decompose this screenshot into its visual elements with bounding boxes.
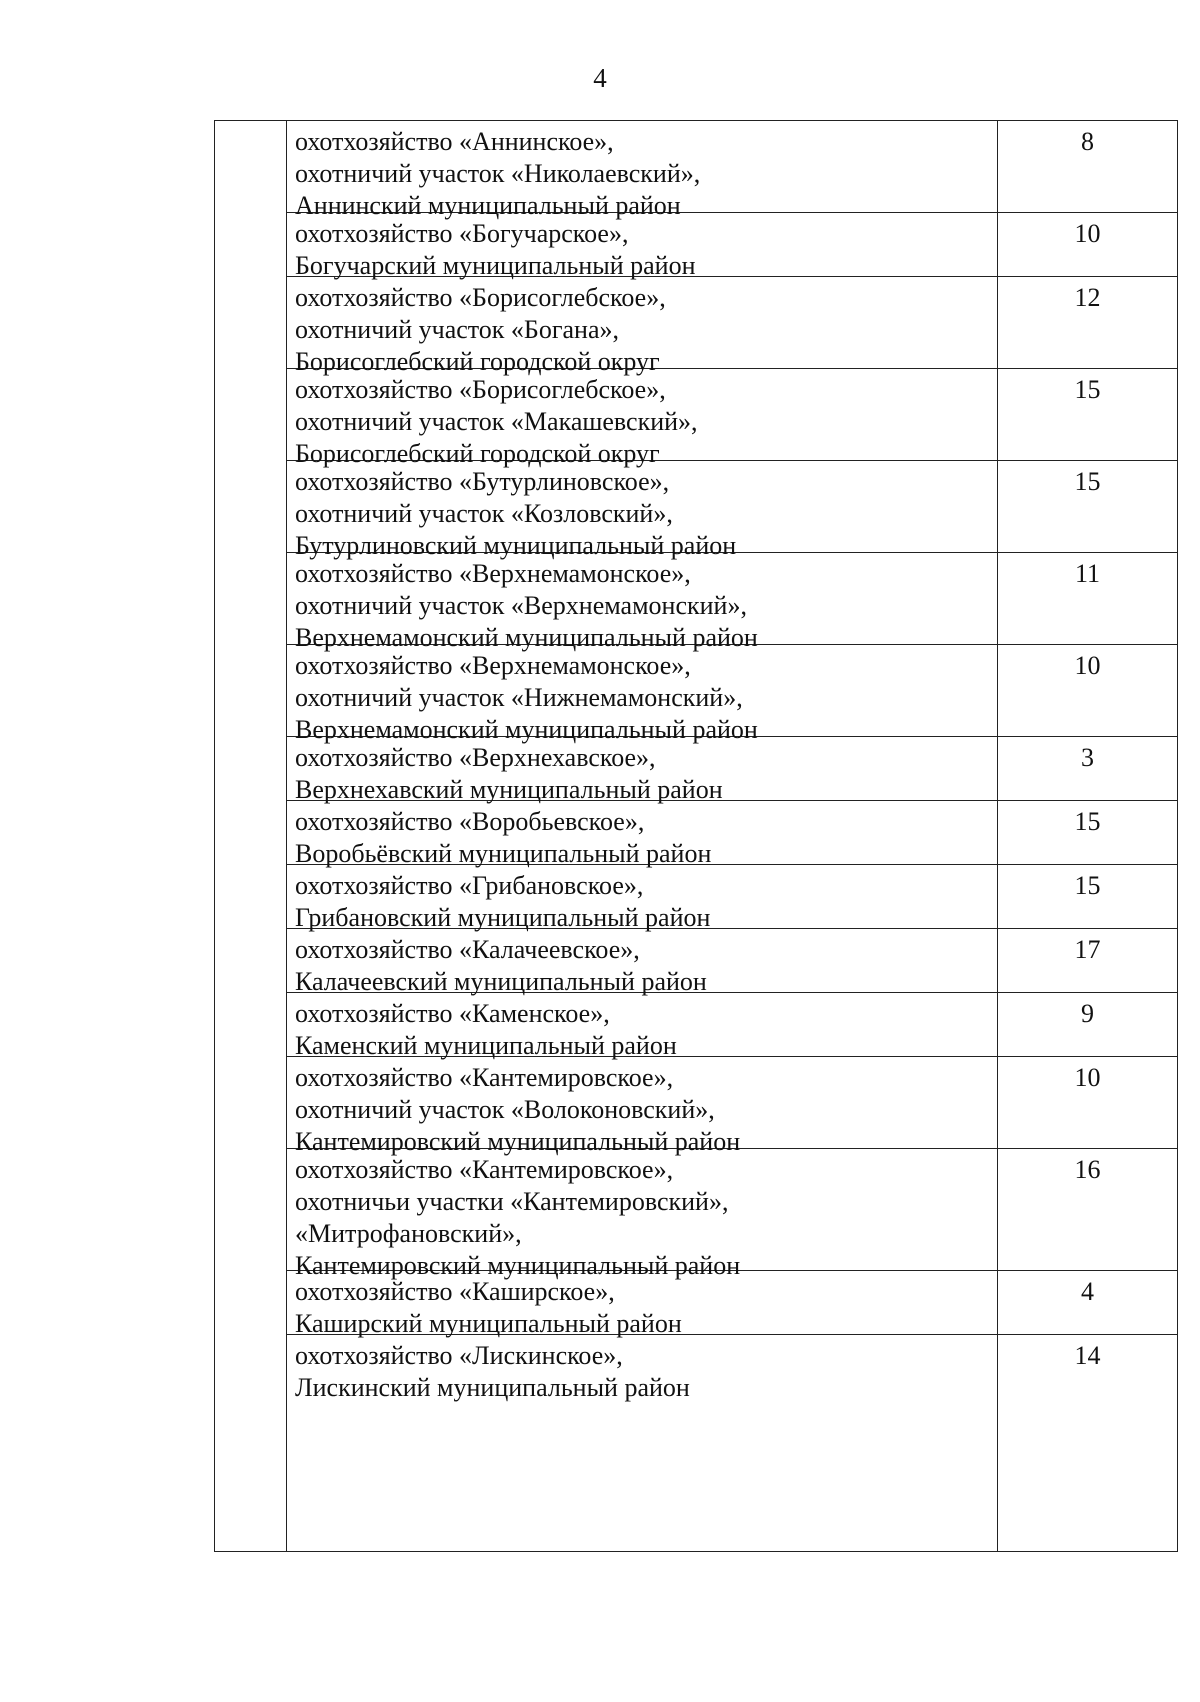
name-line: охотхозяйство «Борисоглебское», (295, 283, 666, 312)
hunting-ground-name-cell (287, 461, 998, 560)
hunting-ground-name-cell (287, 645, 998, 744)
name-line: Каменский муниципальный район (295, 1031, 677, 1060)
value-cell: 14 (1074, 1341, 1101, 1370)
table-row (287, 277, 1177, 376)
table-row (287, 1057, 1177, 1156)
hunting-ground-name-cell (287, 929, 998, 996)
hunting-ground-name-cell (287, 1271, 998, 1338)
table-row (287, 801, 1177, 868)
hunting-ground-name-cell (287, 277, 998, 376)
name-line: Верхнемамонский муниципальный район (295, 623, 758, 652)
hunting-ground-name-cell (287, 993, 998, 1060)
hunting-ground-name-cell (287, 369, 998, 468)
name-line: Воробьёвский муниципальный район (295, 839, 712, 868)
name-line: Верхнехавский муниципальный район (295, 775, 723, 804)
name-line: Аннинский муниципальный район (295, 191, 681, 220)
name-line: Борисоглебский городской округ (295, 347, 660, 376)
hunting-ground-name-cell (287, 801, 998, 868)
name-line: охотхозяйство «Борисоглебское», (295, 375, 666, 404)
name-line: Калачеевский муниципальный район (295, 967, 707, 996)
name-line: охотхозяйство «Бутурлиновское», (295, 467, 670, 496)
value-cell: 11 (1074, 559, 1101, 588)
hunting-ground-name-cell (287, 553, 998, 652)
table-row (287, 461, 1177, 560)
name-line: охотхозяйство «Каширское», (295, 1277, 615, 1306)
value-cell: 15 (1074, 467, 1101, 496)
value-cell: 10 (1074, 1063, 1101, 1092)
table-row (287, 1335, 1177, 1551)
page-number: 4 (593, 63, 607, 93)
name-line: охотхозяйство «Верхнемамонское», (295, 559, 691, 588)
name-line: охотхозяйство «Калачеевское», (295, 935, 640, 964)
table-row (287, 929, 1177, 996)
hunting-ground-name-cell (287, 121, 998, 220)
value-cell: 15 (1074, 807, 1101, 836)
hunting-ground-name-cell (287, 1057, 998, 1156)
value-cell: 10 (1074, 651, 1101, 680)
hunting-ground-name-cell (287, 213, 998, 280)
name-line: охотничий участок «Макашевский», (295, 407, 698, 436)
value-cell: 10 (1074, 219, 1101, 248)
name-line: охотничий участок «Богана», (295, 315, 620, 344)
table-body (287, 121, 1177, 1551)
name-line: охотхозяйство «Верхнемамонское», (295, 651, 691, 680)
name-line: охотничий участок «Нижнемамонский», (295, 683, 743, 712)
value-cell: 3 (1081, 743, 1094, 772)
name-line: охотхозяйство «Грибановское», (295, 871, 644, 900)
table-row (287, 865, 1177, 932)
name-line: охотничий участок «Николаевский», (295, 159, 701, 188)
table-row (287, 553, 1177, 652)
value-cell: 17 (1074, 935, 1101, 964)
table-row (287, 213, 1177, 280)
table-row (287, 369, 1177, 468)
name-line: Кантемировский муниципальный район (295, 1127, 741, 1156)
name-line: охотхозяйство «Кантемировское», (295, 1155, 674, 1184)
name-line: охотничий участок «Верхнемамонский», (295, 591, 747, 620)
index-column (215, 121, 287, 1551)
name-line: «Митрофановский», (295, 1219, 522, 1248)
hunting-ground-name-cell (287, 737, 998, 804)
value-cell: 4 (1081, 1277, 1094, 1306)
name-line: охотхозяйство «Богучарское», (295, 219, 629, 248)
value-cell: 16 (1074, 1155, 1101, 1184)
hunting-grounds-table (214, 120, 1178, 1552)
hunting-ground-name-cell (287, 865, 998, 932)
name-line: охотничий участок «Волоконовский», (295, 1095, 715, 1124)
name-line: Борисоглебский городской округ (295, 439, 660, 468)
name-line: охотничий участок «Козловский», (295, 499, 673, 528)
name-line: охотхозяйство «Аннинское», (295, 127, 614, 156)
name-line: Богучарский муниципальный район (295, 251, 696, 280)
table-row (287, 993, 1177, 1060)
name-line: охотничьи участки «Кантемировский», (295, 1187, 729, 1216)
name-line: Лискинский муниципальный район (295, 1373, 690, 1402)
table-row (287, 737, 1177, 804)
name-line: охотхозяйство «Верхнехавское», (295, 743, 656, 772)
name-line: Верхнемамонский муниципальный район (295, 715, 758, 744)
name-line: охотхозяйство «Каменское», (295, 999, 610, 1028)
value-cell: 9 (1081, 999, 1094, 1028)
hunting-ground-name-cell (287, 1149, 998, 1280)
table-row (287, 121, 1177, 220)
name-line: Кантемировский муниципальный район (295, 1251, 741, 1280)
value-cell: 15 (1074, 375, 1101, 404)
value-cell: 12 (1074, 283, 1101, 312)
name-line: охотхозяйство «Кантемировское», (295, 1063, 674, 1092)
table-row (287, 645, 1177, 744)
name-line: Бутурлиновский муниципальный район (295, 531, 737, 560)
table-row (287, 1271, 1177, 1338)
hunting-ground-name-cell (287, 1335, 998, 1551)
name-line: охотхозяйство «Воробьевское», (295, 807, 645, 836)
name-line: охотхозяйство «Лискинское», (295, 1341, 623, 1370)
value-cell: 15 (1074, 871, 1101, 900)
value-cell: 8 (1081, 127, 1094, 156)
name-line: Грибановский муниципальный район (295, 903, 711, 932)
name-line: Каширский муниципальный район (295, 1309, 682, 1338)
table-row (287, 1149, 1177, 1280)
